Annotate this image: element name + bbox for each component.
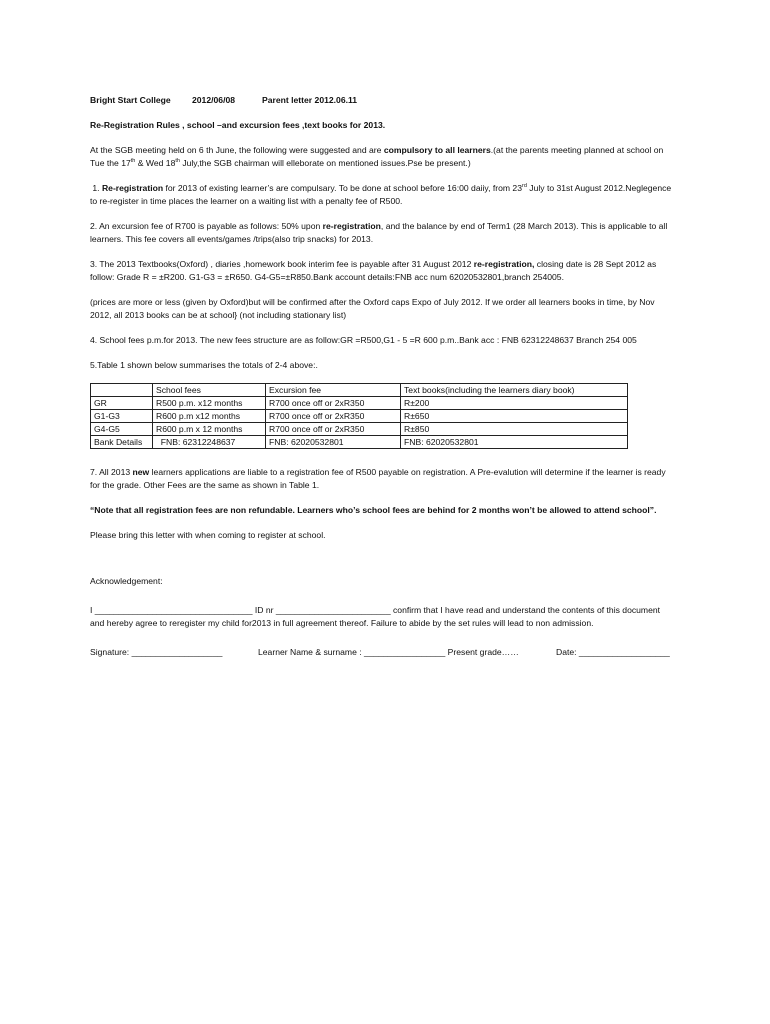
table-cell: R±850 — [401, 423, 628, 436]
college-name: Bright Start College — [90, 95, 171, 105]
letter-title: Re-Registration Rules , school –and excursion fees ,text books for 2013. — [90, 120, 386, 130]
intro-paragraph: At the SGB meeting held on 6 th June, the following were suggested and are compulsory to all learners.(at the parents meeting planned at school on Tue the 17th & Wed 18th July,the SGB chairman will elleborate on mentioned issues.Pse be present.) — [90, 145, 664, 168]
signature-field: Signature: ___________________ — [90, 647, 223, 657]
item-3-price-note: (prices are more or less (given by Oxford)but will be confirmed after the Oxford caps Expo of July 2012. If we order all learners books in time, by Nov 2012, all 2013 books can be at school} (not including stationary list) — [90, 297, 655, 320]
table-cell: FNB: 62020532801 — [401, 436, 628, 449]
letter-header — [90, 94, 675, 107]
table-cell: G4-G5 — [91, 423, 153, 436]
date-field: Date: ___________________ — [556, 647, 670, 657]
table-cell: FNB: 62020532801 — [266, 436, 401, 449]
item-4-school-fees: 4. School fees p.m.for 2013. The new fees structure are as follow:GR =R500,G1 - 5 =R 600 p.m..Bank acc : FNB 62312248637 Branch 254 005 — [90, 335, 637, 345]
item-1-reregistration: 1. Re-registration for 2013 of existing learner’s are compulsary. To be done at school before 16:00 daiiy, from 23rd July to 31st August 2012.Neglegence to re-register in time places the learner on a waiting list with a penalty fee of R500. — [90, 183, 672, 206]
table-cell: R600 p.m x12 months — [153, 410, 266, 423]
fees-table — [90, 383, 628, 449]
item-7-new-learners: 7. All 2013 new learners applications are liable to a registration fee of R500 payable on registration. A Pre-evalution will determine if the learner is ready for the grade. Other Fees are the same as shown in Table 1. — [90, 467, 666, 490]
letter-body — [90, 94, 675, 659]
acknowledgement-text: I _________________________________ ID nr ________________________ confirm that I have read and understand the contents of this document and hereby agree to reregister my child for2013 in full agreement thereof. Failure to abide by the set rules will lead to non admission. — [90, 605, 661, 628]
refund-note: “Note that all registration fees are non refundable. Learners who’s school fees are behind for 2 months won’t be allowed to attend school”. — [90, 505, 657, 515]
table-cell: Text books(including the learners diary book) — [401, 384, 628, 397]
bring-letter-note: Please bring this letter with when coming to register at school. — [90, 530, 326, 540]
letter-date: 2012/06/08 — [192, 95, 236, 105]
table-row — [91, 410, 628, 423]
letter-reference: Parent letter 2012.06.11 — [262, 95, 358, 105]
table-row — [91, 436, 628, 449]
table-cell: School fees — [153, 384, 266, 397]
table-cell: FNB: 62312248637 — [153, 436, 266, 449]
table-cell: R600 p.m x 12 months — [153, 423, 266, 436]
table-cell: R500 p.m. x12 months — [153, 397, 266, 410]
table-header-row — [91, 384, 628, 397]
table-cell: R700 once off or 2xR350 — [266, 410, 401, 423]
item-5-table-intro: 5.Table 1 shown below summarises the totals of 2-4 above:. — [90, 360, 318, 370]
table-row — [91, 397, 628, 410]
table-cell: G1-G3 — [91, 410, 153, 423]
learner-name-grade-field: Learner Name & surname : _________________ Present grade…… — [258, 647, 519, 657]
signature-row — [90, 646, 675, 659]
table-cell — [91, 384, 153, 397]
table-cell: R±650 — [401, 410, 628, 423]
acknowledgement-title: Acknowledgement: — [90, 576, 163, 586]
table-cell: R±200 — [401, 397, 628, 410]
table-cell: R700 once off or 2xR350 — [266, 397, 401, 410]
item-2-excursion-fee: 2. An excursion fee of R700 is payable as follows: 50% upon re-registration, and the balance by end of Term1 (28 March 2013). This is applicable to all learners. This fee covers all events/games /trips(also trip snacks) for 2013. — [90, 221, 668, 244]
table-cell: GR — [91, 397, 153, 410]
table-cell: Bank Details — [91, 436, 153, 449]
item-3-textbooks: 3. The 2013 Textbooks(Oxford) , diaries ,homework book interim fee is payable after 31 August 2012 re-registration, closing date is 28 Sept 2012 as follow: Grade R = ±R200. G1-G3 = ±R650. G4-G5=±R850.Bank account details:FNB acc num 62020532801,branch 254005. — [90, 259, 657, 282]
table-cell: R700 once off or 2xR350 — [266, 423, 401, 436]
table-row — [91, 423, 628, 436]
table-cell: Excursion fee — [266, 384, 401, 397]
